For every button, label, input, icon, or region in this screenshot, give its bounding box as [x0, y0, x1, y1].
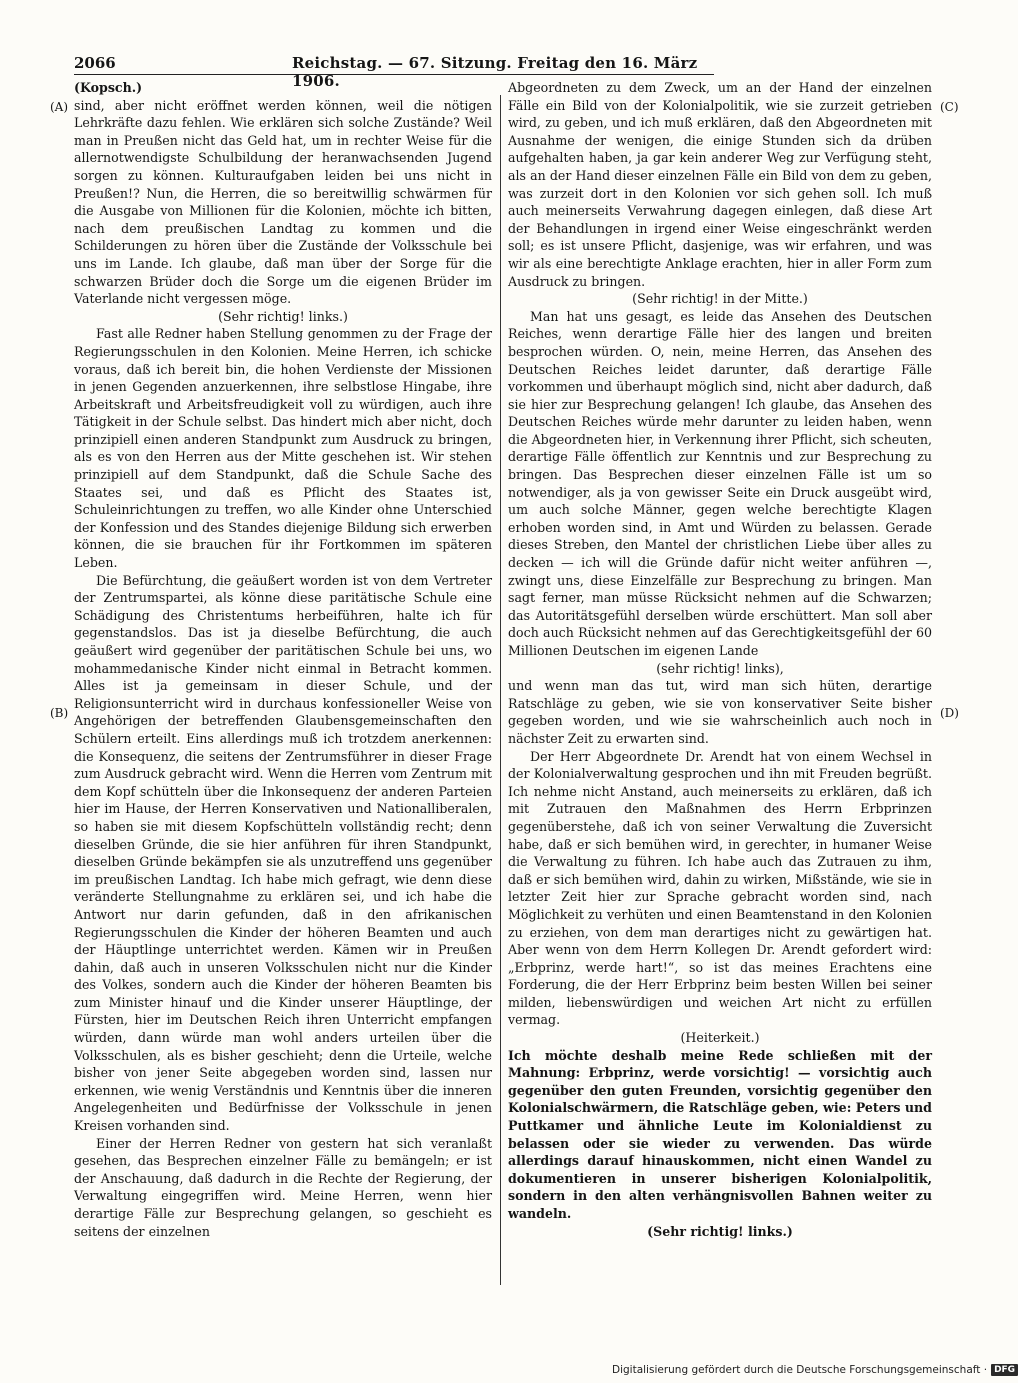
margin-mark-c: (C) — [940, 100, 959, 114]
right-column — [508, 79, 932, 1240]
dfg-logo: DFG — [991, 1364, 1018, 1376]
interjection: (Sehr richtig! links.) — [647, 1223, 793, 1239]
left-column — [74, 79, 492, 1240]
margin-mark-d: (D) — [940, 706, 959, 720]
running-head: Reichstag. — 67. Sitzung. Freitag den 16. März 1906. — [292, 54, 698, 90]
margin-mark-a: (A) — [50, 100, 69, 114]
paragraph: Abgeordneten zu dem Zweck, um an der Hand der einzelnen Fälle ein Bild von der Kolonialpolitik, wie sie zurzeit getrieben wird, zu geben, und ich muß erklären, daß den Abgeordneten mit Ausnahme der wenigen, die einige Stunden sich da drüben aufgehalten haben, ja gar kein anderer Weg zur Verfügung steht, als an der Hand dieser einzelnen Fälle ein Bild von dem zu geben, was zurzeit dort in den Kolonien vor sich gehen soll. Ich muß auch meinerseits Verwahrung dagegen einlegen, daß diese Art der Behandlungen in irgend einer Weise eingeschränkt werden soll; es ist unsere Pflicht, dasjenige, was wir erfahren, und was wir als eine berechtigte Anklage erachten, hier in aller Form zum Ausdruck zu bringen. — [508, 80, 932, 289]
paragraph: Ich möchte deshalb meine Rede schließen mit der Mahnung: Erbprinz, werde vorsichtig! — vorsichtig auch gegenüber den guten Freunden, vorsichtig gegenüber den Kolonialschwärmern, die Ratschläge geben, wie: Peters und Puttkamer und ähnliche Leute im Kolonialdienst zu belassen oder sie wieder zu verwenden. Das würde allerdings darauf hinauskommen, nicht einen Wandel zu dokumentieren in unserer bisherigen Kolonialpolitik, sondern in den alten verhängnisvollen Bahnen weiter zu wandeln. — [508, 1047, 932, 1221]
paragraph: Die Befürchtung, die geäußert worden ist von dem Vertreter der Zentrumspartei, als könne diese paritätische Schule eine Schädigung des Christentums herbeiführen, halte ich für gegenstandslos. Das ist ja dieselbe Befürchtung, die auch geäußert wird gegenüber der paritätischen Schule bei uns, wo mohammedanische Kinder nicht einmal in Betracht kommen. Alles ist ja gemeinsam in dieser Schule, und der Religionsunterricht wird in durchaus konfessioneller Weise von Angehörigen der betreffenden Glaubensgemeinschaften den Schülern erteilt. Eins allerdings muß ich trotzdem anerkennen: die Konsequenz, die seitens der Zentrumsführer in dieser Frage zum Ausdruck gebracht wird. Wenn die Herren vom Zentrum mit dem Kopf schütteln über die Inkonsequenz der anderen Parteien hier im Hause, der Herren Konservativen und Nationalliberalen, so haben sie mit diesem Kopfschütteln vollständig recht; denn dieselben Gründe, die sie hier anführen für ihren Standpunkt, dieselben Gründe bekämpfen sie als unzutreffend uns gegenüber im preußischen Landtag. Ich habe mich gefragt, wie denn diese veränderte Stellungnahme zu erklären sei, und ich habe die Antwort nur darin gefunden, daß in den afrikanischen Regierungsschulen die Kinder der höheren Beamten und auch der Häuptlinge unterrichtet werden. Kämen wir in Preußen dahin, daß auch in unseren Volksschulen nicht nur die Kinder des Volkes, sondern auch die Kinder der höheren Beamten bis zum Minister hinauf und die Kinder unserer Häuptlinge, der Fürsten, hier im Deutschen Reich ihren Unterricht empfangen würden, dann würde man wohl anders urteilen über die Volksschulen, als es bisher geschieht; denn die Urteile, welche bisher von jener Seite abgegeben worden sind, lassen nur erkennen, wie wenig Verständnis und Kenntnis über die inneren Angelegenheiten und Bedürfnisse der Volksschule in jenen Kreisen vorhanden sind. — [74, 572, 492, 1134]
credit-text: Digitalisierung gefördert durch die Deutsche Forschungsgemeinschaft · — [612, 1364, 988, 1376]
interjection: (Sehr richtig! links.) — [218, 308, 348, 324]
paragraph: Einer der Herren Redner von gestern hat sich veranlaßt gesehen, das Besprechen einzelner Fälle zu bemängeln; er ist der Anschauung, daß dadurch in die Rechte der Regierung, der Verwaltung eingegriffen wird. Meine Herren, wenn hier derartige Fälle zur Besprechung gelangen, so geschieht es seitens der einzelnen — [74, 1135, 492, 1239]
paragraph: Man hat uns gesagt, es leide das Ansehen des Deutschen Reiches, wenn derartige Fälle hier des langen und breiten besprochen würden. O, nein, meine Herren, das Ansehen des Deutschen Reiches leidet darunter, daß derartige Fälle vorkommen und überhaupt möglich sind, nicht aber dadurch, daß sie hier zur Besprechung gelangen! Ich glaube, das Ansehen des Deutschen Reiches würde mehr darunter zu leiden haben, wenn die Abgeordneten hier, in Verkennung ihrer Pflicht, sich scheuten, derartige Fälle öffentlich zur Kenntnis und zur Besprechung zu bringen. Das Besprechen dieser einzelnen Fälle ist um so notwendiger, als ja von gewisser Seite ein Druck ausgeübt wird, um auch solche Männer, gegen welche berechtigte Klagen erhoben worden sind, in Amt und Würden zu belassen. Gerade dieses Streben, den Mantel der christlichen Liebe über alles zu decken — ich will die Gründe dafür nicht weiter anführen —, zwingt uns, diese Einzelfälle zur Besprechung zu bringen. Man sagt ferner, man müsse Rücksicht nehmen auf die Schwarzen; das Autoritätsgefühl derselben würde erschüttert. Man soll aber doch auch Rücksicht nehmen auf das Gerechtigkeitsgefühl der 60 Millionen Deutschen im eigenen Lande — [508, 308, 932, 658]
paragraph: und wenn man das tut, wird man sich hüten, derartige Ratschläge zu geben, wie sie von konservativer Seite bisher gegeben worden, und wie sie wahrscheinlich auch noch in nächster Zeit zu erwarten sind. — [508, 678, 932, 746]
header-rule — [74, 74, 714, 75]
paragraph: Der Herr Abgeordnete Dr. Arendt hat von einem Wechsel in der Kolonialverwaltung gesprochen und ihn mit Freuden begrüßt. Ich nehme nicht Anstand, auch meinerseits zu erklären, daß ich mit Zutrauen den Maßnahmen des Herrn Erbprinzen gegenüberstehe, daß ich von seiner Verwaltung die Zuversicht habe, daß er sich bemühen wird, in gerechter, in humaner Weise die Verwaltung zu führen. Ich habe auch das Zutrauen zu ihm, daß er sich bemühen wird, dahin zu wirken, Mißstände, wie sie in letzter Zeit hier zur Sprache gebracht worden sind, nach Möglichkeit zu verhüten und einen Beamtenstand in den Kolonien zu erziehen, von dem man derartiges nicht zu gewärtigen hat. Aber wenn von dem Herrn Kollegen Dr. Arendt gefordert wird: „Erbprinz, werde hart!“, so ist das meines Erachtens eine Forderung, die der Herr Erbprinz beim besten Willen bei seiner milden, liebenswürdigen und weichen Art nicht zu erfüllen vermag. — [508, 748, 932, 1028]
column-divider — [500, 95, 501, 1285]
paragraph: Fast alle Redner haben Stellung genommen zu der Frage der Regierungsschulen in den Kolonien. Meine Herren, ich schicke voraus, daß ich bereit bin, die hohen Verdienste der Missionen in jenen Gegenden anzuerkennen, ihre selbstlose Hingabe, ihre Arbeitskraft und Arbeitsfreudigkeit voll zu würdigen, auch ihre Tätigkeit in der Schule selbst. Das hindert mich aber nicht, doch prinzipiell einen anderen Standpunkt zum Ausdruck zu bringen, als es von den Herren aus der Mitte geschehen ist. Wir stehen prinzipiell auf dem Standpunkt, daß die Schule Sache des Staates sei, und daß es Pflicht des Staates ist, Schuleinrichtungen zu treffen, wo alle Kinder ohne Unterschied der Konfession und des Standes diejenige Bildung sich erwerben können, die sie brauchen für ihr Fortkommen im späteren Leben. — [74, 326, 492, 571]
page-number: 2066 — [74, 54, 116, 72]
interjection: (sehr richtig! links), — [656, 660, 784, 676]
interjection: (Heiterkeit.) — [680, 1030, 760, 1046]
speaker-name: (Kopsch.) — [74, 80, 143, 95]
digitization-credit — [612, 1362, 1016, 1378]
margin-mark-b: (B) — [50, 706, 69, 720]
interjection: (Sehr richtig! in der Mitte.) — [632, 291, 808, 307]
paragraph: sind, aber nicht eröffnet werden können, weil die nötigen Lehrkräfte dazu fehlen. Wie erklären sich solche Zustände? Weil man in Preußen nicht das Geld hat, um in rechter Weise für die allernotwendigste Schulbildung der heranwachsenden Jugend sorgen zu können. Kulturaufgaben leiden bei uns nicht in Preußen!? Nun, die Herren, die so bereitwillig schwärmen für die Ausgabe von Millionen für die Kolonien, möchte ich bitten, nach dem preußischen Landtag zu kommen und die Schilderungen zu hören über die Zustände der Volksschule bei uns im Lande. Ich glaube, daß man über der Sorge für die schwarzen Brüder doch die Sorge um die eigenen Brüder im Vaterlande nicht vergessen möge. — [74, 97, 492, 307]
